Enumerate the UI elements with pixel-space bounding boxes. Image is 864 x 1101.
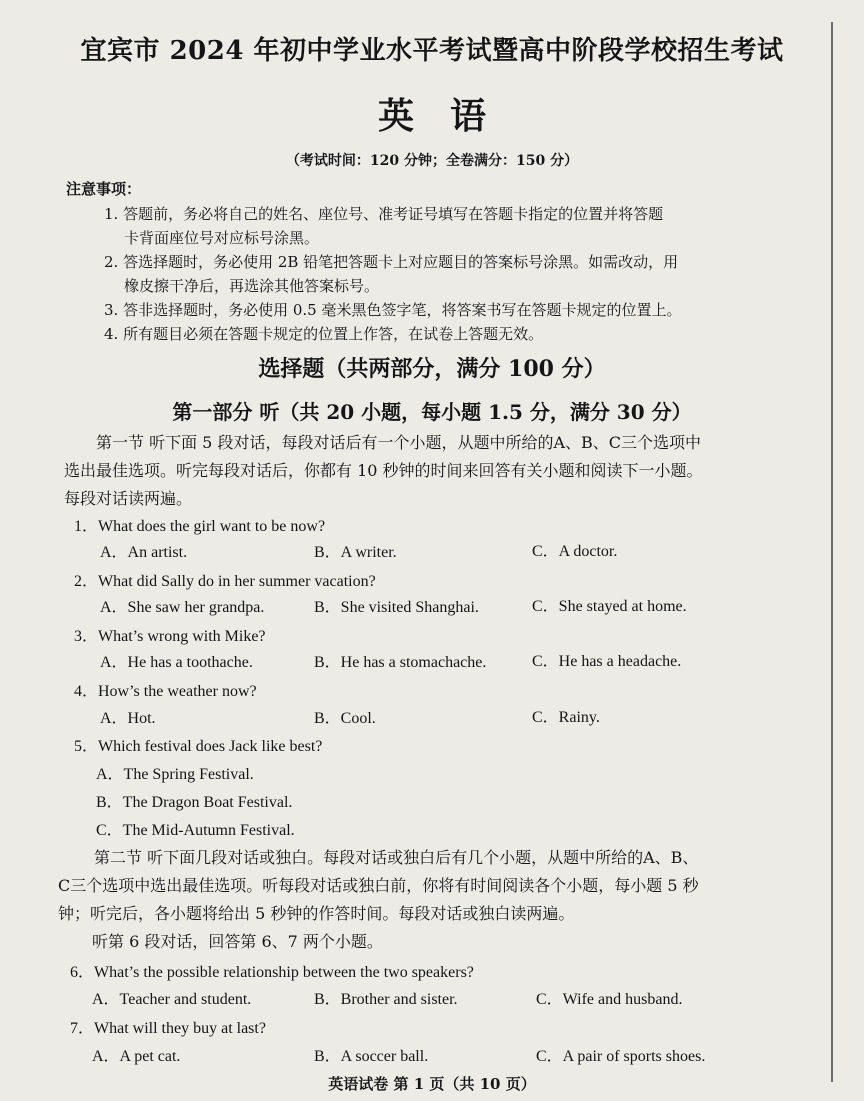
option-b: B．He has a stomachache. (314, 654, 487, 671)
option-b: B．A soccer ball. (314, 1048, 429, 1065)
option-a: A．She saw her grandpa. (100, 599, 265, 616)
section2-instruction: C三个选项中选出最佳选项。听每段对话或独白前，你将有时间阅读各个小题，每小题 5 秒 (58, 876, 699, 895)
notice-item: 橡皮擦干净后，再选涂其他答案标号。 (124, 277, 380, 295)
option-a: A．He has a toothache. (100, 654, 253, 671)
question-stem: 1．What does the girl want to be now? (74, 518, 326, 535)
option-a: A．Hot. (100, 710, 156, 727)
question-stem: 6．What’s the possible relationship between the two speakers? (70, 964, 474, 981)
part1-heading: 第一部分 听（共 20 小题，每小题 1.5 分，满分 30 分） (172, 400, 692, 424)
option-c: C．The Mid-Autumn Festival. (96, 822, 295, 839)
question-stem: 3．What’s wrong with Mike? (74, 628, 266, 645)
option-a: A．Teacher and student. (92, 991, 252, 1008)
section2-instruction: 钟；听完后，各小题将给出 5 秒钟的作答时间。每段对话或独白读两遍。 (58, 904, 575, 923)
option-b: B．The Dragon Boat Festival. (96, 794, 293, 811)
option-a: A．An artist. (100, 544, 188, 561)
notice-item: 1. 答题前，务必将自己的姓名、座位号、准考证号填写在答题卡指定的位置并将答题 (104, 205, 664, 223)
option-b: B．A writer. (314, 544, 397, 561)
option-c: C．Rainy. (532, 709, 600, 726)
option-b: B．Cool. (314, 710, 376, 727)
notice-item: 2. 答选择题时，务必使用 2B 铅笔把答题卡上对应题目的答案标号涂黑。如需改动，用 (104, 253, 679, 271)
question-stem: 2．What did Sally do in her summer vacation? (74, 573, 376, 590)
page-footer: 英语试卷 第 1 页（共 10 页） (328, 1075, 536, 1093)
section2-instruction: 第二节 听下面几段对话或独白。每段对话或独白后有几个小题，从题中所给的A、B、 (94, 848, 699, 867)
exam-title: 宜宾市 2024 年初中学业水平考试暨高中阶段学校招生考试 (80, 36, 784, 66)
notice-item: 4. 所有题目必须在答题卡规定的位置上作答，在试卷上答题无效。 (104, 325, 544, 343)
option-c: C．Wife and husband. (536, 991, 683, 1008)
section2-instruction: 听第 6 段对话，回答第 6、7 两个小题。 (92, 932, 383, 951)
option-c: C．He has a headache. (532, 653, 682, 670)
option-b: B．She visited Shanghai. (314, 599, 479, 616)
option-b: B．Brother and sister. (314, 991, 458, 1008)
notice-heading: 注意事项： (66, 180, 142, 198)
section1-instruction: 每段对话读两遍。 (64, 489, 193, 508)
option-c: C．A pair of sports shoes. (536, 1048, 706, 1065)
section1-instruction: 选出最佳选项。听完每段对话后，你都有 10 秒钟的时间来回答有关小题和阅读下一小题。 (64, 461, 703, 480)
exam-time-info: （考试时间：120 分钟；全卷满分：150 分） (285, 153, 579, 169)
section1-instruction: 第一节 听下面 5 段对话，每段对话后有一个小题，从题中所给的A、B、C三个选项中 (96, 433, 701, 452)
page-edge-line (831, 22, 833, 1082)
option-c: C．A doctor. (532, 543, 618, 560)
option-c: C．She stayed at home. (532, 598, 687, 615)
notice-item: 3. 答非选择题时，务必使用 0.5 毫米黑色签字笔，将答案书写在答题卡规定的位置上。 (104, 301, 682, 319)
option-a: A．A pet cat. (92, 1048, 181, 1065)
notice-item: 卡背面座位号对应标号涂黑。 (124, 229, 320, 247)
section-heading: 选择题（共两部分，满分 100 分） (258, 356, 606, 382)
question-stem: 4．How’s the weather now? (74, 683, 257, 700)
subject-title: 英语 (377, 95, 522, 137)
option-a: A．The Spring Festival. (96, 766, 254, 783)
question-stem: 7．What will they buy at last? (70, 1020, 266, 1037)
question-stem: 5．Which festival does Jack like best? (74, 738, 323, 755)
